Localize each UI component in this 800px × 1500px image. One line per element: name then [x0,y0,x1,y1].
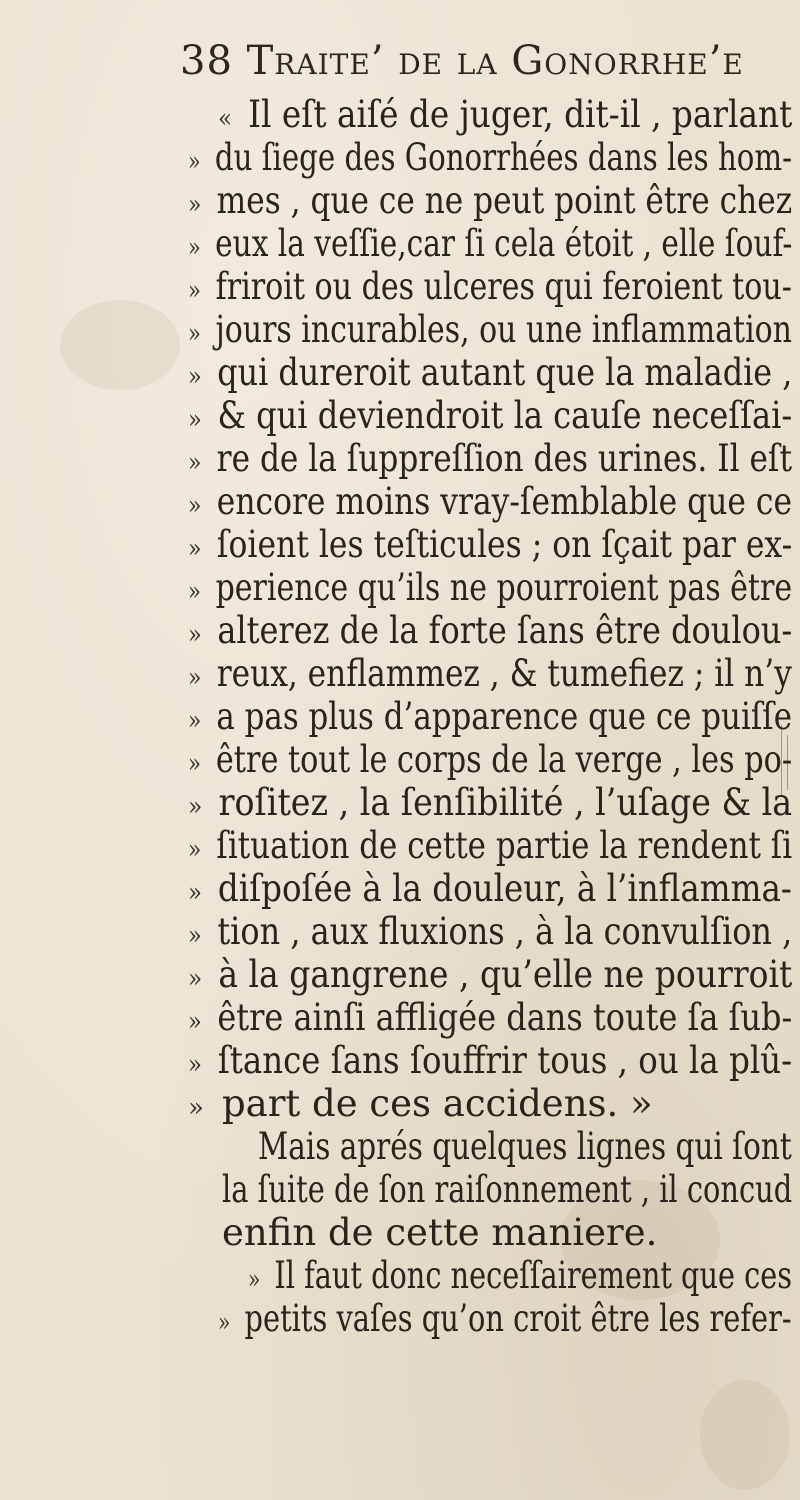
text-line [188,181,792,225]
quote-mark: » [248,1265,261,1295]
line-text: Il faut donc neceſſairement que ces [274,1254,793,1297]
text-line [222,1170,792,1214]
text-line [188,998,792,1042]
quote-mark: » [188,577,201,607]
line-text: à la gangrene , qu’elle ne pourroit [218,953,793,996]
running-head: 38 Traite’ de la Gonorrhe’e [180,38,744,84]
line-text: du ſiege des Gonorrhées dans les hom- [214,136,793,179]
text-line [218,1299,792,1343]
line-text: part de ces accidens. » [222,1082,653,1125]
quote-mark: » [188,835,202,865]
quote-mark: » [188,1050,202,1080]
text-line [188,826,792,870]
line-text: & qui deviendroit la cauſe neceſſai- [217,394,793,437]
line-text: roſitez , la ſenſibilité , l’uſage & la [218,781,793,824]
quote-mark: » [188,362,202,392]
line-text: reux, enflammez , & tumefiez ; il n’y [216,652,792,695]
text-line [188,396,792,440]
line-text: eux la veſſie,car ſi cela étoit , elle ſouf- [215,222,793,265]
text-line [188,611,792,655]
quote-mark: » [188,190,202,220]
text-line [188,1084,653,1128]
text-line [188,525,792,569]
text-line [188,783,792,827]
text-line [188,955,792,999]
quote-mark: » [188,448,202,478]
line-text: alterez de la forte ſans être doulou- [217,609,793,652]
quote-mark: » [188,491,202,521]
text-line [188,1041,792,1085]
line-text: jours incurables, ou une inflammation [215,308,792,351]
line-text: Mais aprés quelques lignes qui ſont [258,1125,792,1168]
text-line [188,869,792,913]
line-text: friroit ou des ulceres qui feroient tou- [215,265,792,308]
text-line [188,697,792,741]
text-line [188,224,792,268]
quote-mark: » [188,147,201,177]
quote-mark: » [188,233,201,263]
line-text: mes , que ce ne peut point être chez [216,179,793,222]
quote-mark: » [188,319,201,349]
text-line [188,654,792,698]
quote-mark: » [188,749,202,779]
line-text: ſoient les teſticules ; on ſçait par ex- [216,523,793,566]
line-text: tion , aux fluxions , à la convulſion , [217,910,793,953]
text-line [188,267,792,311]
text-line [188,310,792,354]
line-text: qui dureroit autant que la maladie , [217,351,793,394]
quote-mark: » [218,1308,231,1338]
paper-stain [700,1380,790,1490]
line-text: Il eſt aiſé de juger, dit-il , parlant [248,93,793,136]
text-line [222,1213,657,1257]
text-line [188,353,792,397]
line-text: la ſuite de ſon raiſonnement , il concud [222,1168,793,1211]
line-text: enfin de cette maniere. [222,1211,658,1254]
quote-mark: » [188,792,203,822]
text-line [258,1127,792,1171]
quote-mark: » [188,276,201,306]
quote-mark: » [188,405,202,435]
line-text: être tout le corps de la verge , les po- [215,738,793,781]
text-line [188,138,792,182]
quote-mark: » [188,663,202,693]
quote-mark: « [218,104,233,134]
paper-stain [60,300,180,390]
line-text: a pas plus d’apparence que ce puiſſe [216,695,792,738]
quote-mark: » [188,1007,202,1037]
quote-mark: » [188,878,202,908]
line-text: ſituation de cette partie la rendent ſi [216,824,793,867]
quote-mark: » [188,534,202,564]
quote-mark: » [188,921,202,951]
line-text: diſpoſée à la douleur, à l’inflamma- [217,867,792,910]
line-text: perience qu’ils ne pourroient pas être [215,566,793,609]
text-line [188,568,792,612]
text-line [218,95,792,139]
line-text: petits vaſes qu’on croit être les refer- [244,1297,792,1340]
text-line [188,912,792,956]
line-text: encore moins vray-ſemblable que ce [216,480,793,523]
text-line [188,439,792,483]
text-line [188,482,792,526]
line-text: re de la ſuppreſſion des urines. Il eſt [216,437,793,480]
line-text: ſtance ſans ſouffrir tous , ou la plû- [217,1039,793,1082]
text-line [248,1256,792,1300]
line-text: être ainſi affligée dans toute ſa ſub- [217,996,793,1039]
quote-mark: » [188,706,202,736]
text-line [188,740,792,784]
quote-mark: » [188,620,202,650]
quote-mark: » [188,964,203,994]
quote-mark: » [188,1093,204,1123]
